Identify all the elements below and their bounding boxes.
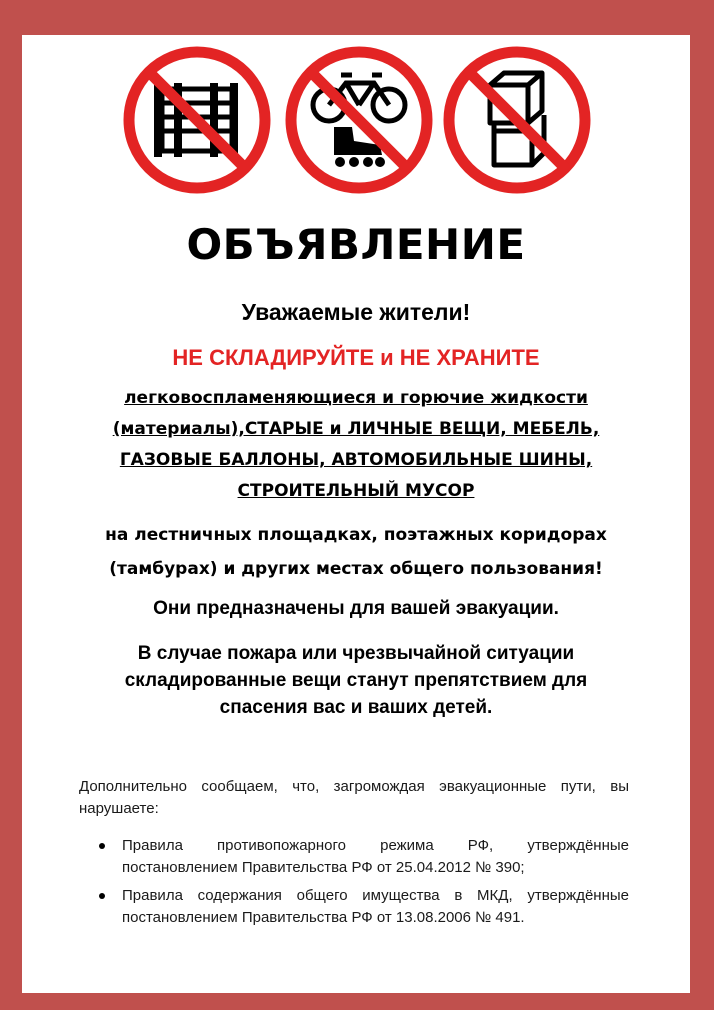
rules-list <box>79 835 629 935</box>
danger-note: В случае пожара или чрезвычайной ситуации складированные вещи станут препятствием для спасения вас и ваших детей. <box>124 643 588 718</box>
rule-text-2: Правила содержания общего имущества в МКД, утверждённые постановлением Правительства РФ от 13.08.2006 № 491. <box>122 887 629 926</box>
greeting: Уважаемые жители! <box>241 299 471 325</box>
rule-text-1: Правила противопожарного режима РФ, утверждённые постановлением Правительства РФ от 25.04.2012 № 390; <box>122 837 629 876</box>
no-boxes-icon <box>442 45 592 195</box>
items-line-4: СТРОИТЕЛЬНЫЙ МУСОР <box>237 481 475 501</box>
items-line-3: ГАЗОВЫЕ БАЛЛОНЫ, АВТОМОБИЛЬНЫЕ ШИНЫ, <box>119 450 593 470</box>
bullet-icon <box>99 843 105 849</box>
bullet-icon <box>99 893 105 899</box>
no-bicycle-rollerskate-icon <box>284 45 434 195</box>
no-crates-icon <box>122 45 272 195</box>
evacuation-note: Они предназначены для вашей эвакуации. <box>153 598 559 619</box>
prohibited-items <box>22 383 690 507</box>
warning-headline: НЕ СКЛАДИРУЙТЕ и НЕ ХРАНИТЕ <box>172 345 540 370</box>
items-line-2: (материалы),СТАРЫЕ и ЛИЧНЫЕ ВЕЩИ, МЕБЕЛЬ, <box>112 419 600 439</box>
items-line-1: легковоспламеняющиеся и горючие жидкости <box>124 388 588 408</box>
notice-sheet <box>22 35 690 993</box>
common-areas <box>22 518 690 586</box>
places-line-2: (тамбурах) и других местах общего пользования! <box>109 559 603 579</box>
list-item <box>79 885 629 929</box>
notice-title: ОБЪЯВЛЕНИЕ <box>186 220 526 269</box>
prohibition-signs <box>22 45 690 195</box>
places-line-1: на лестничных площадках, поэтажных коридорах <box>105 525 607 545</box>
list-item <box>79 835 629 879</box>
extra-info: Дополнительно сообщаем, что, загромождая эвакуационные пути, вы нарушаете: <box>79 778 629 817</box>
